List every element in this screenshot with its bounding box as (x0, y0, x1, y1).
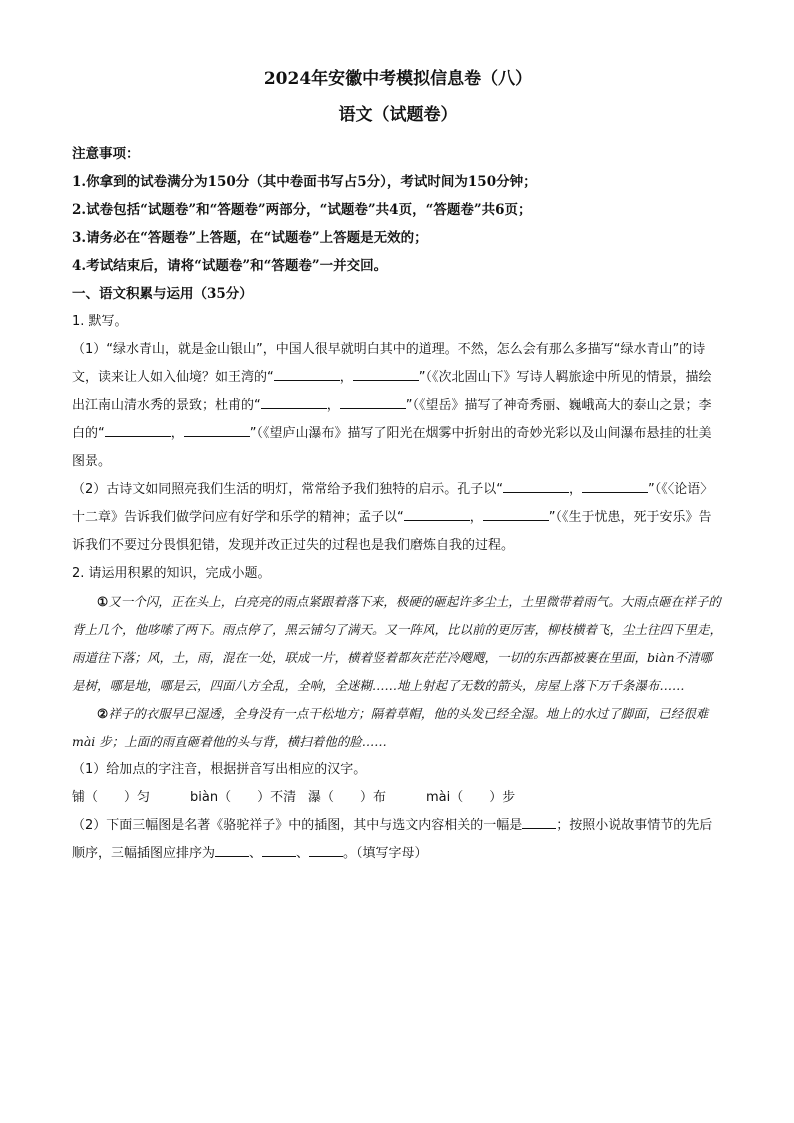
answer-blank[interactable] (274, 366, 340, 381)
answer-blank[interactable] (353, 366, 419, 381)
pinyin-item[interactable]: 铺（ ）匀 (72, 790, 151, 805)
passage-text: 又一个闪，正在头上，白亮亮的雨点紧跟着落下来，极硬的砸起许多尘土，土里微带着雨气。大雨点砸在祥子的背上几个，他哆嗦了两下。雨点停了，黑云铺匀了满天。又一阵风，比以前的更厉害，柳枝横着飞，尘土往四下里走，雨道往下落；风，土，雨，混在一处，联成一片，横着竖着都灰茫茫冷飕飕，一切的东西都被裹在里面，biàn不清哪是树，哪是地，哪是云，四面八方全乱，全响，全迷糊……地上射起了无数的箭头，房屋上落下万千条瀑布…… (72, 594, 723, 693)
answer-blank[interactable] (340, 394, 406, 409)
page-subtitle: 语文（试题卷） (338, 105, 458, 125)
separator: 、 (249, 846, 263, 861)
answer-blank[interactable] (105, 422, 171, 437)
question-2-label: 2. 请运用积累的知识，完成小题。 (72, 566, 271, 581)
answer-blank[interactable] (184, 422, 250, 437)
answer-blank[interactable] (503, 478, 569, 493)
passage-text: 祥子的衣服早已湿透，全身没有一点干松地方；隔着草帽，他的头发已经全湿。地上的水过了脚面，已经很难 mài 步；上面的雨直砸着他的头与背，横扫着他的脸…… (72, 706, 709, 749)
pinyin-item[interactable]: mài（ ）步 (426, 790, 516, 805)
sub-question-2 (72, 812, 724, 868)
notice-heading: 注意事项： (72, 146, 140, 162)
passage-paragraph-1 (72, 588, 724, 700)
page-title: 2024年安徽中考模拟信息卷（八） (263, 69, 533, 89)
q1-text: （1）“绿水青山，就是金山银山”，中国人很早就明白其中的道理。不然，怎么会有那么多描写“绿水青山”的诗文，读来让人如入仙境？如王湾的“ (72, 342, 706, 385)
comma: ， (170, 426, 184, 441)
notice-item: 4.考试结束后，请将“试题卷”和“答题卷”一并交回。 (72, 258, 388, 274)
answer-blank[interactable] (522, 814, 556, 829)
q1-text: （2）古诗文如同照亮我们生活的明灯，常常给予我们独特的启示。孔子以“ (72, 482, 504, 497)
comma: ， (326, 398, 340, 413)
answer-blank[interactable] (261, 394, 327, 409)
q1-text: ”（《次北固山下》写诗人羁旅途中所见的情景，描绘出江南山清水秀的景致；杜甫的“ (72, 370, 712, 413)
q2-text: 。（填写字母） (343, 846, 428, 861)
paragraph-number: ② (97, 706, 109, 721)
answer-blank[interactable] (483, 506, 549, 521)
sub-question-1: （1）给加点的字注音，根据拼音写出相应的汉字。 (72, 762, 367, 777)
comma: ， (469, 510, 483, 525)
paragraph-number: ① (97, 594, 109, 609)
q1-text: ”（《〈论语〉十二章》告诉我们做学问应有好学和乐学的精神；孟子以“ (72, 482, 714, 525)
separator: 、 (296, 846, 310, 861)
q1-text: ”（《望岳》描写了神奇秀丽、巍峨高大的泰山之景；李白的“ (72, 398, 712, 441)
answer-blank[interactable] (309, 842, 343, 857)
comma: ， (339, 370, 353, 385)
question-1-part-2 (72, 476, 724, 560)
pinyin-row (72, 784, 724, 812)
q1-text: ”（《望庐山瀑布》描写了阳光在烟雾中折射出的奇妙光彩以及山间瀑布悬挂的壮美图景。 (72, 426, 712, 469)
notice-item: 2.试卷包括“试题卷”和“答题卷”两部分，“试题卷”共4页，“答题卷”共6页； (72, 202, 532, 218)
q2-text: ；按照小说故事情节的先后顺序，三幅插图应排序为 (72, 818, 713, 861)
question-1-label: 1. 默写。 (72, 314, 128, 329)
notice-item: 1.你拿到的试卷满分为150分（其中卷面书写占5分），考试时间为150分钟； (72, 174, 537, 190)
comma: ， (569, 482, 583, 497)
passage-paragraph-2 (72, 700, 724, 756)
pinyin-item[interactable]: 瀑（ ）布 (308, 790, 387, 805)
q2-text: （2）下面三幅图是名著《骆驼祥子》中的插图，其中与选文内容相关的一幅是 (72, 818, 523, 833)
answer-blank[interactable] (404, 506, 470, 521)
answer-blank[interactable] (215, 842, 249, 857)
notice-item: 3.请务必在“答题卷”上答题，在“试题卷”上答题是无效的； (72, 230, 428, 246)
q1-text: ”（《生于忧患，死于安乐》告诉我们不要过分畏惧犯错，发现并改正过失的过程也是我们磨炼自我的过程。 (72, 510, 712, 553)
exam-page (72, 68, 724, 868)
pinyin-item[interactable]: biàn（ ）不清 (190, 790, 297, 805)
answer-blank[interactable] (262, 842, 296, 857)
question-1-part-1 (72, 336, 724, 476)
section-heading: 一、语文积累与运用（35分） (72, 286, 253, 302)
answer-blank[interactable] (582, 478, 648, 493)
